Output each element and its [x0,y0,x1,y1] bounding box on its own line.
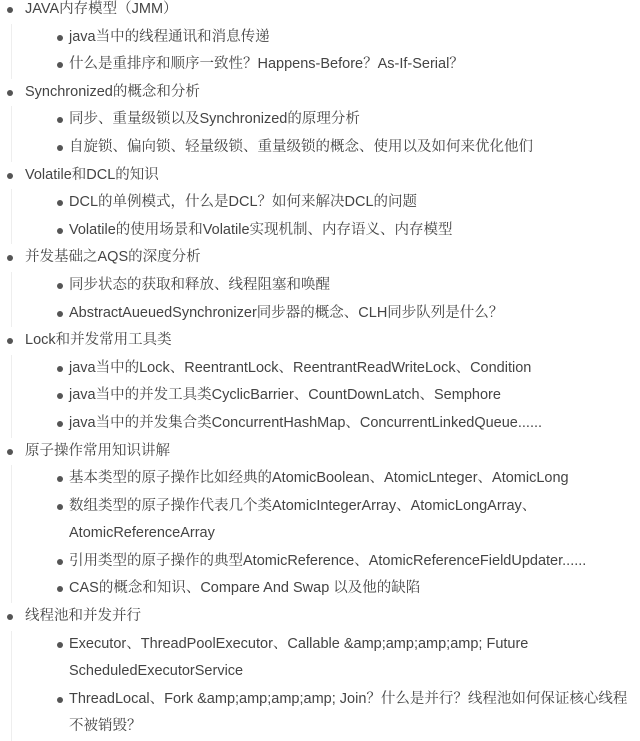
section-sublist [11,465,640,603]
bullet-icon [7,255,13,261]
list-item [44,355,629,383]
list-item-text: 同步、重量级锁以及Synchronized的原理分析 [69,111,360,128]
section-title: Synchronized的概念和分析 [25,83,200,100]
bullet-icon [57,421,63,427]
list-item [44,24,629,52]
bullet-icon [57,642,63,648]
bullet-icon [57,393,63,399]
bullet-icon [57,35,63,41]
bullet-icon [7,90,13,96]
list-item-text: 自旋锁、偏向锁、轻量级锁、重量级锁的概念、使用以及如何来优化他们 [69,138,533,155]
list-item-text: java当中的线程通讯和消息传递 [69,28,270,45]
section-title: Lock和并发常用工具类 [25,332,172,349]
section-title: JAVA内存模型（JMM） [25,1,178,17]
bullet-icon [57,586,63,592]
section-sublist [11,24,640,79]
bullet-icon [57,145,63,151]
bullet-icon [7,7,13,13]
outline-section [0,244,640,327]
outline-section [0,438,640,604]
list-item [44,300,629,328]
section-sublist [11,189,640,244]
list-item-text: java当中的并发工具类CyclicBarrier、CountDownLatch、Semphore [69,387,501,404]
list-item [44,51,629,79]
outline-section [0,603,640,741]
bullet-icon [7,614,13,620]
section-title: 原子操作常用知识讲解 [25,442,170,459]
list-item-text: ThreadLocal、Fork &amp;amp;amp;amp; Join？什么是并行？线程池如何保证核心线程不被销毁？ [69,690,628,735]
section-sublist [11,631,640,741]
list-item-text: java当中的并发集合类ConcurrentHashMap、ConcurrentLinkedQueue...... [69,414,543,431]
list-item [44,382,629,410]
bullet-icon [57,311,63,317]
bullet-icon [57,283,63,289]
list-item-text: java当中的Lock、ReentrantLock、ReentrantReadWriteLock、Condition [69,359,532,376]
bullet-icon [57,62,63,68]
bullet-icon [57,476,63,482]
section-title: Volatile和DCL的知识 [25,166,159,183]
list-item [44,134,629,162]
bullet-icon [7,173,13,179]
list-item-text: 什么是重排序和顺序一致性？Happens-Before？As-If-Serial？ [69,56,464,73]
list-item-text: 基本类型的原子操作比如经典的AtomicBoolean、AtomicLnteger、AtomicLong [69,470,569,487]
list-item-text: 引用类型的原子操作的典型AtomicReference、AtomicReferenceFieldUpdater...... [69,552,587,569]
list-item-text: DCL的单例模式，什么是DCL？如何来解决DCL的问题 [69,194,418,211]
bullet-icon [57,559,63,565]
bullet-icon [57,366,63,372]
list-item [44,631,629,686]
section-title: 并发基础之AQS的深度分析 [25,249,201,266]
list-item [44,217,629,245]
list-item [44,410,629,438]
section-sublist [11,355,640,438]
outline-section [0,79,640,162]
list-item [44,548,629,576]
list-item-text: 同步状态的获取和释放、线程阻塞和唤醒 [69,276,330,293]
bullet-icon [57,504,63,510]
outline-section [0,0,640,79]
list-item-text: Volatile的使用场景和Volatile实现机制、内存语义、内存模型 [69,221,453,238]
list-item [44,465,629,493]
list-item-text: AbstractAueuedSynchronizer同步器的概念、CLH同步队列是什么？ [69,304,504,321]
list-item-text: Executor、ThreadPoolExecutor、Callable &amp;amp;amp;amp; Future ScheduledExecutorService [69,635,529,680]
list-item [44,106,629,134]
list-item [44,272,629,300]
bullet-icon [57,697,63,703]
list-item [44,686,629,741]
bullet-icon [7,449,13,455]
section-sublist [11,272,640,327]
section-sublist [11,106,640,161]
list-item [44,493,629,548]
list-item-text: 数组类型的原子操作代表几个类AtomicIntegerArray、AtomicLongArray、AtomicReferenceArray [69,497,537,542]
list-item [44,189,629,217]
list-item [44,575,629,603]
bullet-icon [57,228,63,234]
bullet-icon [57,200,63,206]
outline-section [0,162,640,245]
list-item-text: CAS的概念和知识、Compare And Swap 以及他的缺陷 [69,580,421,597]
bullet-icon [7,338,13,344]
outline-section [0,327,640,437]
section-title: 线程池和并发并行 [25,608,141,625]
bullet-icon [57,117,63,123]
